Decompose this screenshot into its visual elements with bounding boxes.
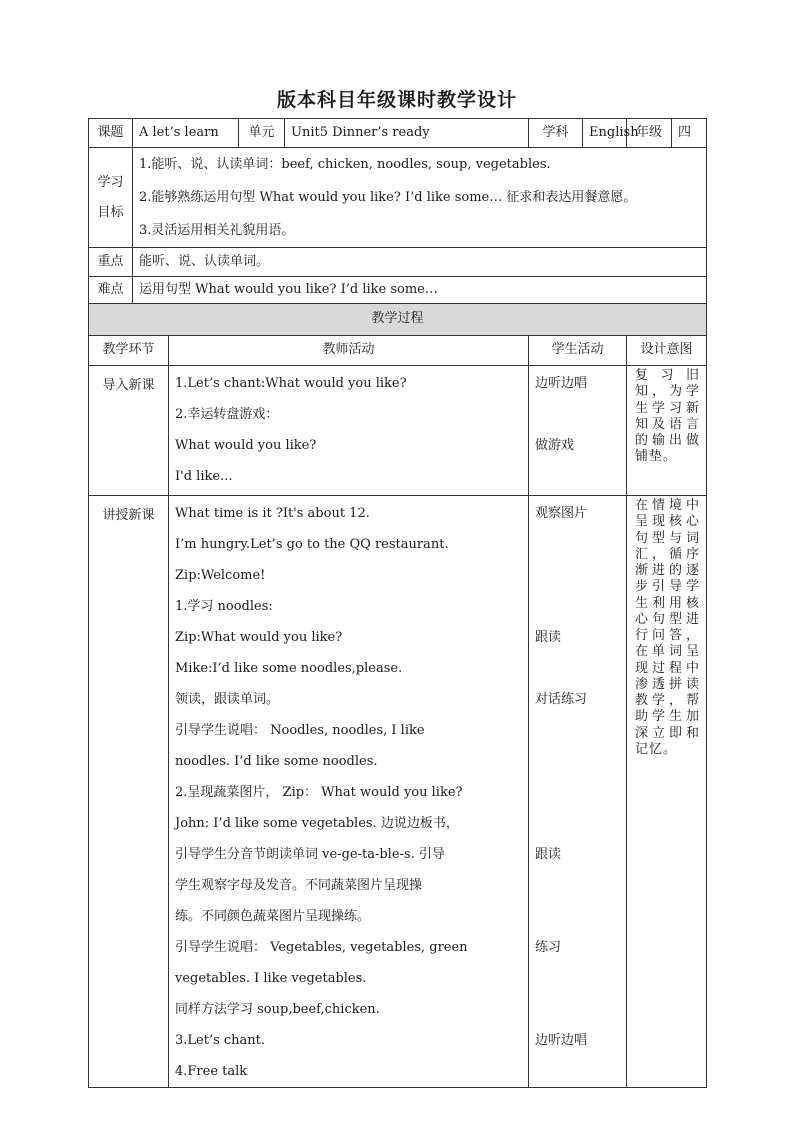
teacher-line: 1.Let’s chant:What would you like? — [175, 376, 407, 391]
teacher-line: Mike:I’d like some noodles,please. — [175, 661, 403, 676]
teacher-line: noodles. I’d like some noodles. — [175, 754, 378, 769]
topic-value: A let’s learn — [133, 119, 239, 148]
key-point-label: 重点 — [89, 248, 133, 277]
objectives-list — [133, 148, 707, 248]
teacher-line: 练。不同颜色蔬菜图片呈现操练。 — [175, 909, 371, 924]
section-teacher-activity — [169, 496, 529, 1088]
grade-cell — [627, 119, 707, 148]
section-row-intro — [89, 366, 707, 496]
student-line — [535, 653, 620, 684]
student-line — [535, 963, 620, 994]
student-line: 练习 — [535, 940, 562, 955]
teacher-line: 2.呈现蔬菜图片， Zip： What would you like? — [175, 785, 463, 800]
section-student-activity — [529, 366, 627, 496]
teacher-line: 引导学生说唱： Vegetables, vegetables, green — [175, 940, 468, 955]
unit-value: Unit5 Dinner’s ready — [285, 119, 529, 148]
student-line: 边听边唱 — [535, 376, 588, 391]
student-line: 观察图片 — [535, 506, 588, 521]
header-row — [89, 336, 707, 366]
teacher-line: 1.学习 noodles: — [175, 599, 273, 614]
process-title-row — [89, 304, 707, 336]
teacher-line: 4.Free talk — [175, 1064, 248, 1079]
student-line — [535, 399, 620, 430]
teacher-line: What time is it ?It's about 12. — [175, 506, 370, 521]
teacher-line: I'd like... — [175, 469, 233, 484]
teacher-line: 学生观察字母及发音。不同蔬菜图片呈现操 — [175, 878, 423, 893]
teacher-line: 同样方法学习 soup,beef,chicken. — [175, 1002, 380, 1017]
objectives-label: 学习目标 — [89, 148, 133, 248]
student-line: 对话练习 — [535, 692, 588, 707]
student-line — [535, 591, 620, 622]
teacher-line: Zip:What would you like? — [175, 630, 343, 645]
section-stage: 讲授新课 — [89, 496, 169, 1088]
teacher-line: 2.幸运转盘游戏： — [175, 407, 279, 422]
student-line — [535, 901, 620, 932]
student-line: 跟读 — [535, 847, 562, 862]
student-line: 做游戏 — [535, 438, 575, 453]
teacher-line: 3.Let’s chant. — [175, 1033, 266, 1048]
student-line: 边听边唱 — [535, 1033, 588, 1048]
unit-label: 单元 — [239, 119, 285, 148]
objective-item: 1.能听、说、认读单词：beef, chicken, noodles, soup, vegetables. — [139, 157, 551, 172]
header-stage: 教学环节 — [89, 336, 169, 366]
section-intent: 复习旧知，为学生学习新知及语言的输出做铺垫。 — [627, 366, 707, 496]
section-intent: 在情境中呈现核心句型与词汇，循序渐进的逐步引导学生利用核心句型进行问答，在单词呈现过程中渗透拼读教学，帮助学生加深立即和记忆。 — [627, 496, 707, 1088]
student-line — [535, 808, 620, 839]
student-line — [535, 715, 620, 746]
difficulty-label: 难点 — [89, 277, 133, 304]
section-student-activity — [529, 496, 627, 1088]
student-line — [535, 560, 620, 591]
header-teacher: 教师活动 — [169, 336, 529, 366]
teacher-line: What would you like? — [175, 438, 317, 453]
difficulty-value: 运用句型 What would you like? I’d like some… — [133, 277, 707, 304]
header-student: 学生活动 — [529, 336, 627, 366]
key-point-value: 能听、说、认读单词。 — [133, 248, 707, 277]
objectives-row — [89, 148, 707, 248]
objective-item: 2.能够熟练运用句型 What would you like? I’d like some… 征求和表达用餐意愿。 — [139, 190, 637, 205]
teacher-line: I’m hungry.Let’s go to the QQ restaurant. — [175, 537, 449, 552]
difficulty-row — [89, 277, 707, 304]
grade-value: 四 — [678, 124, 692, 140]
student-line — [535, 870, 620, 901]
page-title: 版本科目年级课时教学设计 — [276, 89, 517, 111]
process-title: 教学过程 — [89, 304, 707, 336]
teacher-line: 引导学生说唱： Noodles, noodles, I like — [175, 723, 425, 738]
teacher-line: Zip:Welcome! — [175, 568, 266, 583]
student-line — [535, 777, 620, 808]
teacher-line: vegetables. I like vegetables. — [175, 971, 367, 986]
section-teacher-activity — [169, 366, 529, 496]
student-line — [535, 994, 620, 1025]
grade-label: 年级 — [627, 119, 672, 147]
lesson-plan-table — [88, 118, 707, 1088]
student-line — [535, 746, 620, 777]
section-row-new — [89, 496, 707, 1088]
key-point-row — [89, 248, 707, 277]
teacher-line: John: I’d like some vegetables. 边说边板书， — [175, 816, 459, 831]
info-row — [89, 119, 707, 148]
student-line — [535, 529, 620, 560]
header-intent: 设计意图 — [627, 336, 707, 366]
subject-value: English — [583, 119, 627, 148]
topic-label: 课题 — [89, 119, 133, 148]
student-line: 跟读 — [535, 630, 562, 645]
teacher-line: 领读，跟读单词。 — [175, 692, 280, 707]
teacher-line: 引导学生分音节朗读单词 ve-ge-ta-ble-s. 引导 — [175, 847, 445, 862]
objective-item: 3.灵活运用相关礼貌用语。 — [139, 223, 295, 238]
section-stage: 导入新课 — [89, 366, 169, 496]
subject-label: 学科 — [529, 119, 583, 148]
